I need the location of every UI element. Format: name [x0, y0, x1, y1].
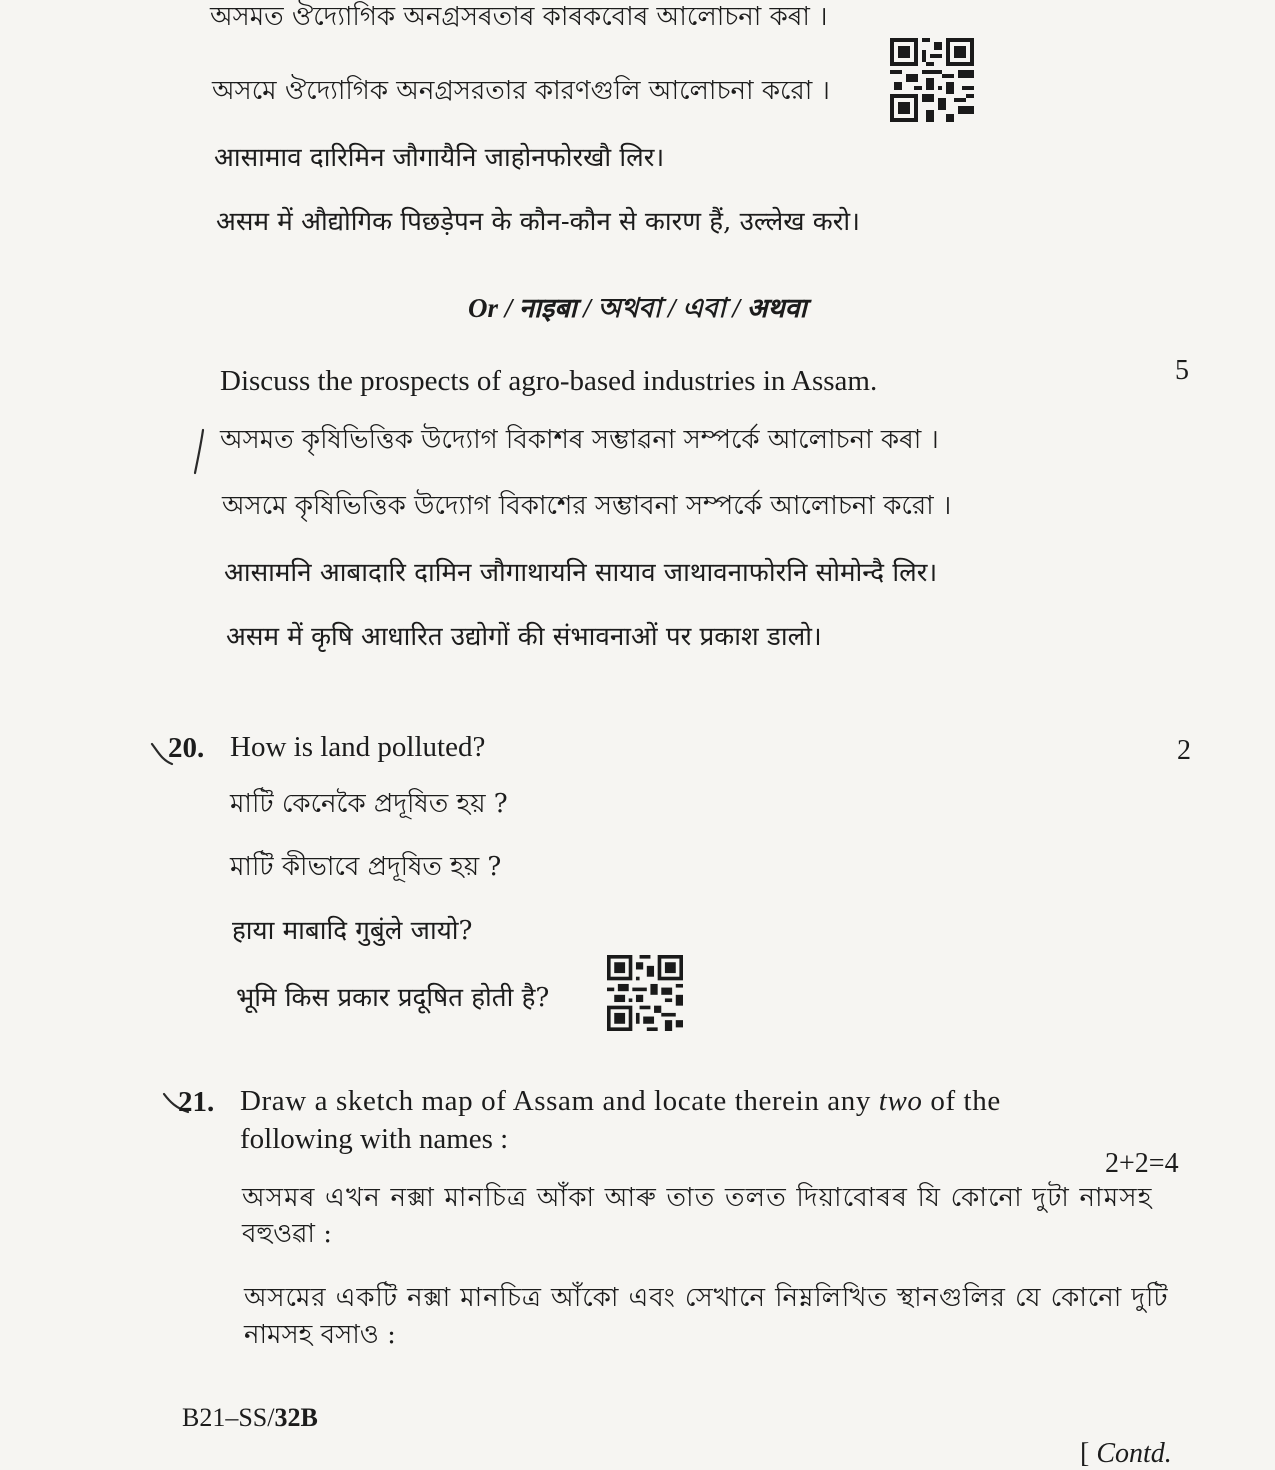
- q21-bengali-line1: অসমের একটি নক্সা মানচিত্র আঁকো এবং সেখানে নিম্নলিখিত স্থানগুলির যে কোনো দুটি: [244, 1283, 1169, 1313]
- q19-or-english: Discuss the prospects of agro-based industries in Assam.: [220, 365, 878, 397]
- q21-number: 21.: [178, 1086, 215, 1118]
- q20-hindi: भूमि किस प्रकार प्रदूषित होती है?: [236, 983, 550, 1013]
- paper-code-bold: 32B: [274, 1403, 318, 1432]
- q21-english-line1: [240, 1084, 1001, 1119]
- continued-text: Contd.: [1096, 1438, 1172, 1469]
- q19-bengali: অসমে ঔদ্যোগিক অনগ্রসরতার কারণগুলি আলোচনা করো ।: [212, 76, 830, 106]
- q20-bodo: हाया माबादि गुबुंले जायो?: [232, 916, 473, 946]
- q19-hindi: असम में औद्योगिक पिछड़ेपन के कौन-कौन से कारण हैं, उल्लेख करो।: [216, 207, 860, 237]
- q21-bengali-line2: নামসহ বসাও :: [244, 1320, 396, 1350]
- or-separator: Or / नाइबा / অথবা / এবা / अथवा: [468, 293, 807, 323]
- q19-or-bodo: आसामनि आबादारि दामिन जौगाथायनि सायाव जाथावनाफोरनि सोमोन्दै लिर।: [224, 558, 938, 588]
- q21-marks: 2+2=4: [1105, 1148, 1179, 1179]
- paper-code: [182, 1403, 318, 1433]
- q21-assamese-line1: অসমৰ এখন নক্সা মানচিত্ৰ আঁকা আৰু তাত তলত দিয়াবোৰৰ যি কোনো দুটা নামসহ: [242, 1183, 1153, 1213]
- q20-marks: 2: [1177, 735, 1191, 766]
- q20-bengali: মাটি কীভাবে প্রদূষিত হয় ?: [230, 852, 502, 882]
- q21-english-emphasis: two: [878, 1085, 923, 1117]
- q20-assamese: মাটি কেনেকৈ প্ৰদূষিত হয় ?: [230, 789, 508, 819]
- q21-english-line2: following with names :: [240, 1123, 509, 1155]
- continued-bracket: [: [1080, 1438, 1097, 1469]
- q19-or-hindi: असम में कृषि आधारित उद्योगों की संभावनाओं पर प्रकाश डालो।: [226, 622, 822, 652]
- q19-or-assamese: অসমত কৃষিভিত্তিক উদ্যোগ বিকাশৰ সম্ভাৱনা সম্পৰ্কে আলোচনা কৰা ।: [220, 425, 939, 455]
- pencil-tick-mark: [190, 428, 208, 476]
- q20-number: 20.: [168, 732, 205, 764]
- q21-assamese-line2: বহুওৱা :: [242, 1219, 332, 1249]
- q19-bodo: आसामाव दारिमिन जौगायैनि जाहोनफोरखौ लिर।: [214, 143, 665, 173]
- q19-assamese: অসমত ঔদ্যোগিক অনগ্ৰসৰতাৰ কাৰকবোৰ আলোচনা কৰা ।: [210, 2, 828, 32]
- q21-english-part-b: of the: [922, 1085, 1001, 1117]
- q19-or-bengali: অসমে কৃষিভিত্তিক উদ্যোগ বিকাশের সম্ভাবনা সম্পর্কে আলোচনা করো ।: [222, 491, 952, 521]
- q19-marks: 5: [1175, 355, 1189, 386]
- paper-code-prefix: B21–SS/: [182, 1403, 275, 1432]
- continued-note: [1080, 1438, 1172, 1470]
- qr-code-icon: [889, 38, 975, 122]
- q20-english: How is land polluted?: [230, 731, 486, 763]
- qr-code-icon: [606, 955, 684, 1031]
- q21-english-part-a: Draw a sketch map of Assam and locate therein any: [240, 1085, 879, 1117]
